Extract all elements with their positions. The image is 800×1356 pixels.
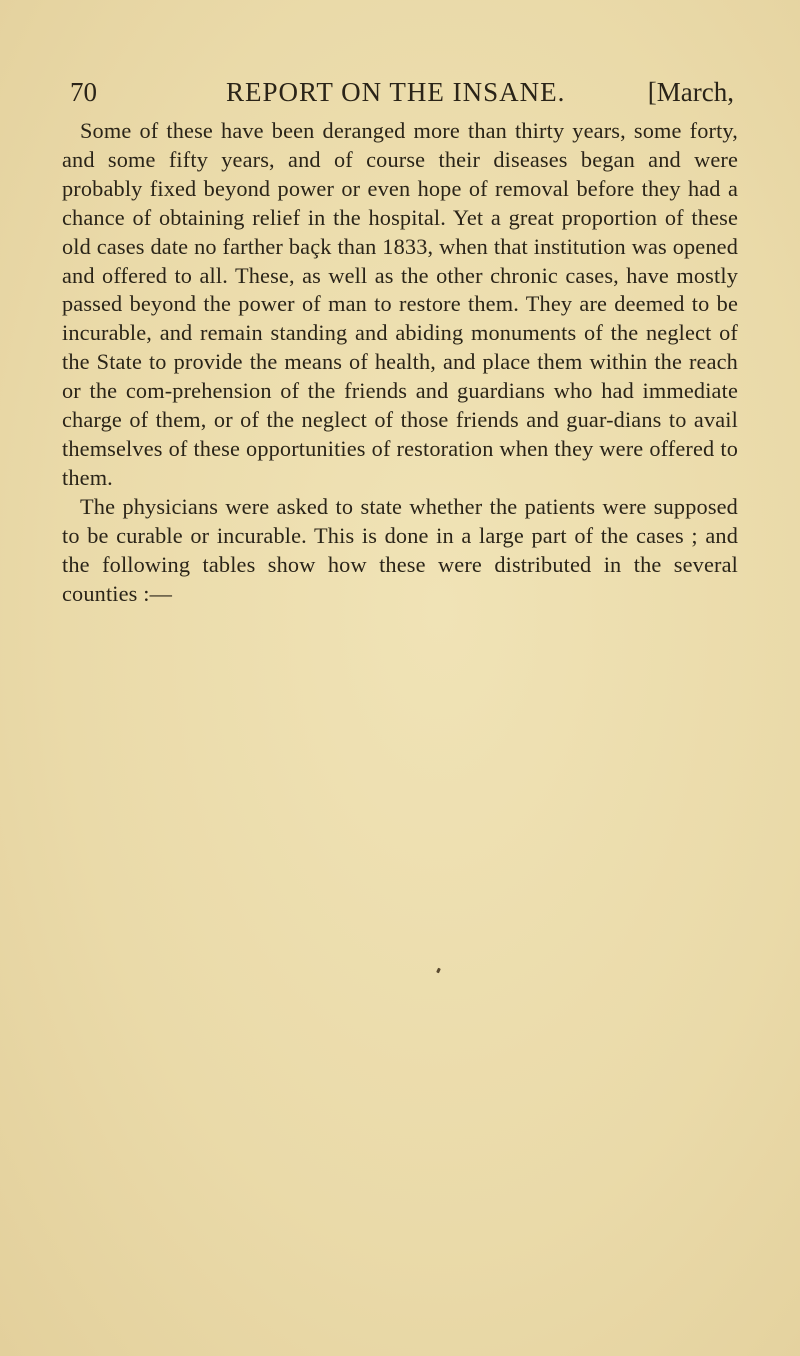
- paragraph-1: Some of these have been deranged more than thirty years, some forty, and some fifty years, and of course their diseases began and were probably fixed beyond power or even hope of removal before they had a chance of obtaining relief in the hospital. Yet a great proportion of these old cases date no farther baçk than 1833, when that institution was opened and offered to all. These, as well as the other chronic cases, have mostly passed beyond the power of man to restore them. They are deemed to be incurable, and remain standing and abiding monuments of the neglect of the State to provide the means of health, and place them within the reach or the com-prehension of the friends and guardians who had immediate charge of them, or of the neglect of those friends and guar-dians to avail themselves of these opportunities of restoration when they were offered to them.: [62, 118, 738, 490]
- paper-speck: [436, 968, 441, 974]
- body-text: [62, 117, 738, 608]
- page-number: 70: [70, 77, 97, 107]
- running-head: [70, 72, 734, 112]
- paragraph-2: The physicians were asked to state whether the patients were supposed to be curable or incurable. This is done in a large part of the cases ; and the following tables show how these were distributed in the several counties :—: [62, 493, 738, 606]
- running-month: [March,: [647, 77, 734, 107]
- running-title: REPORT ON THE INSANE.: [226, 77, 566, 107]
